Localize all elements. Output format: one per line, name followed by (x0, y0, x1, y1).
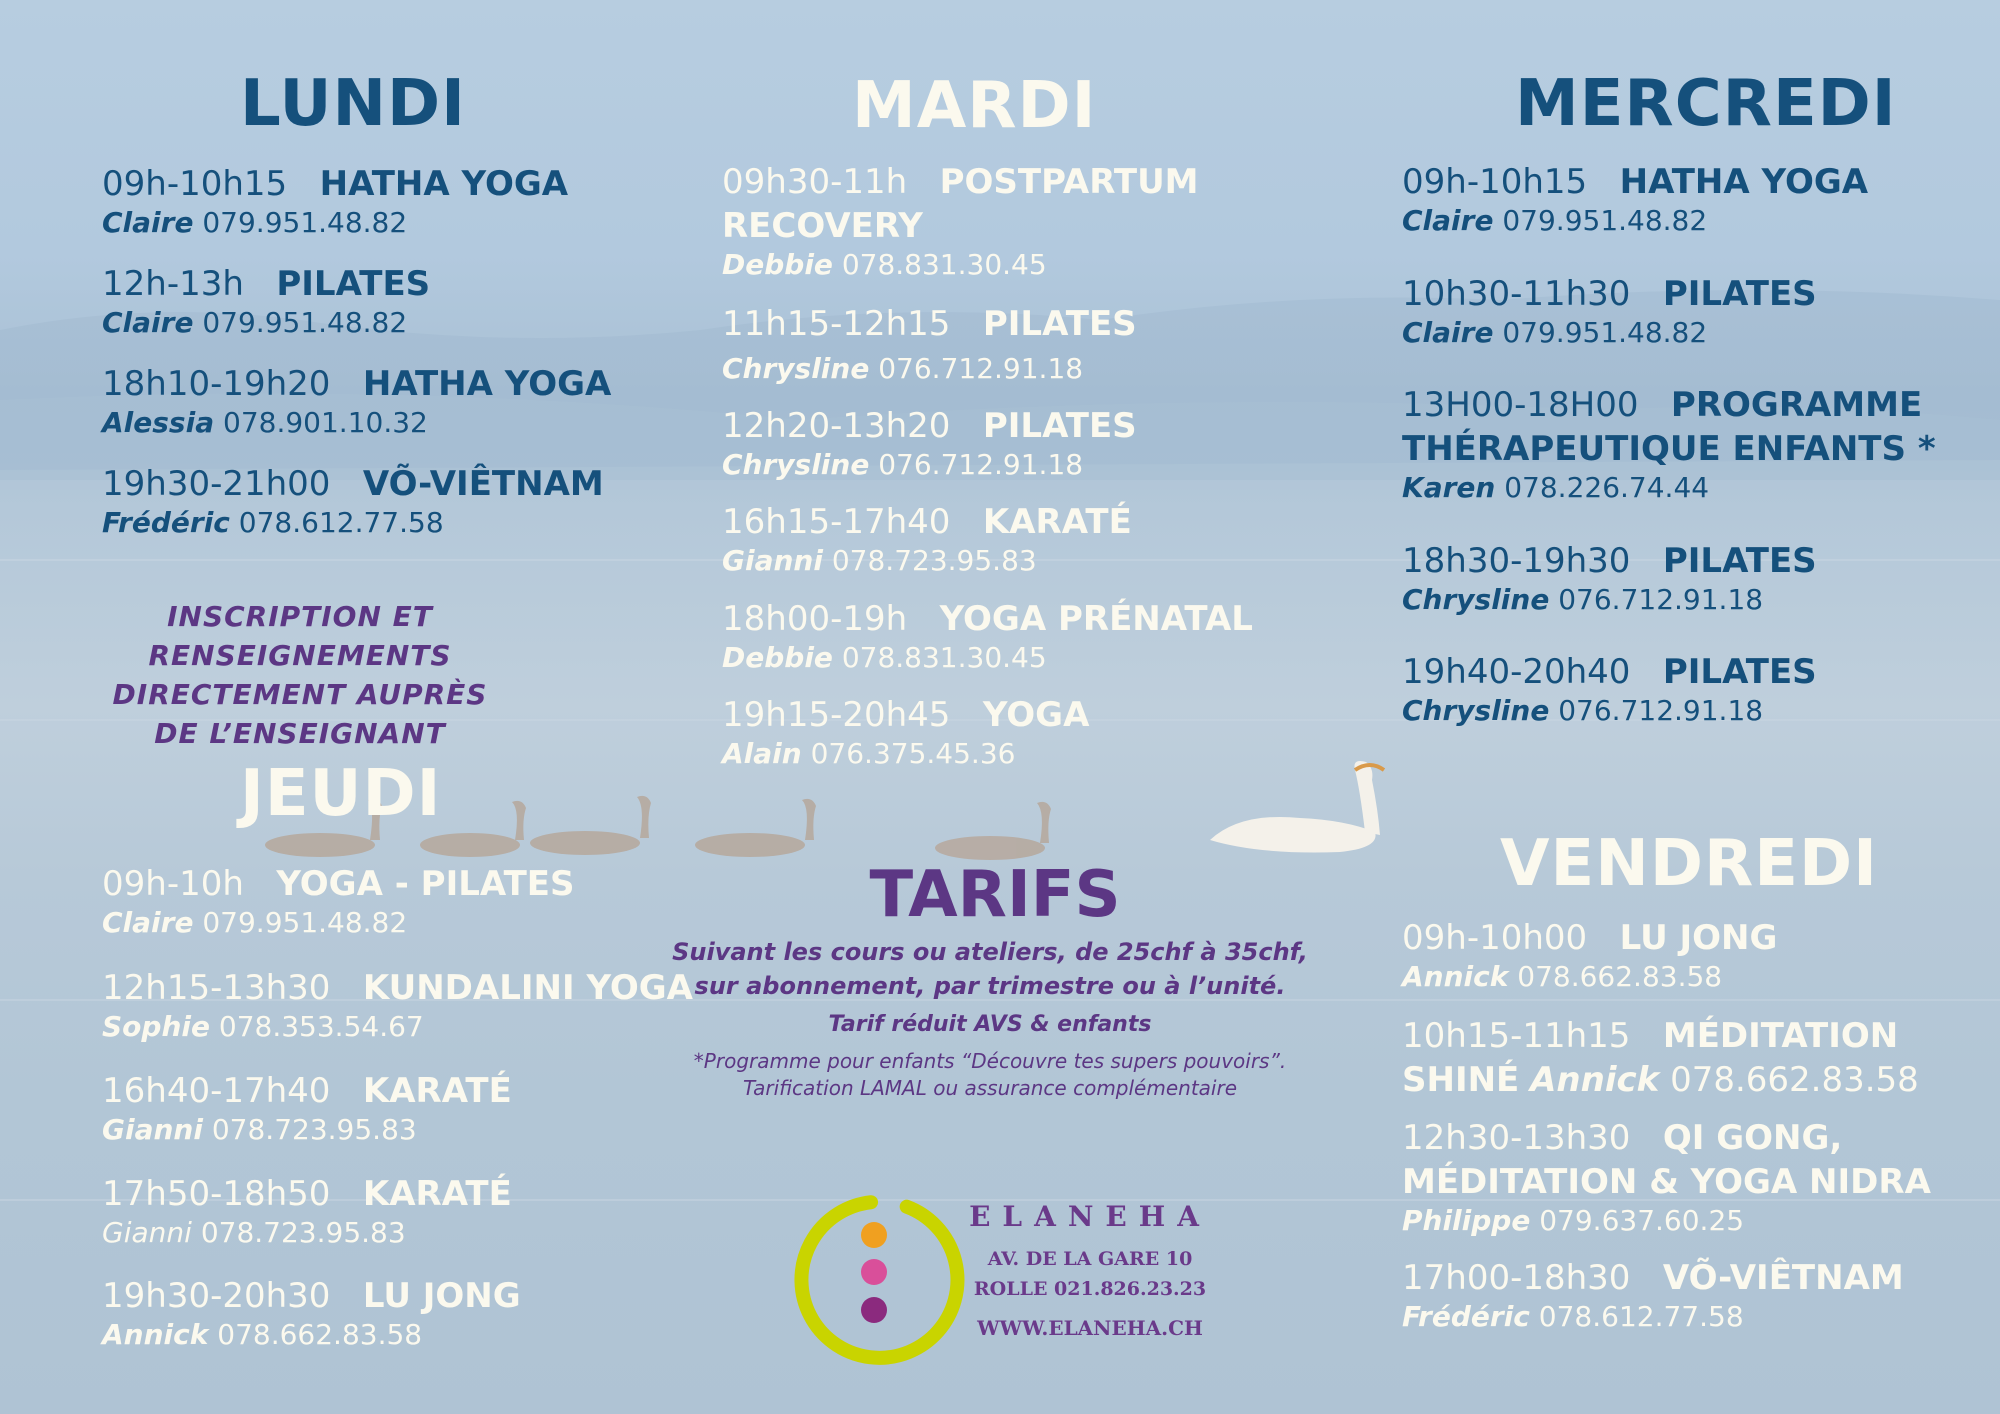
teacher-name: Annick (1530, 1060, 1660, 1100)
day-title-jeudi: JEUDI (240, 757, 442, 831)
brand-website[interactable]: WWW.ELANEHA.CH (977, 1316, 1203, 1340)
session-time: 12h-13h (102, 264, 244, 304)
session-vendredi-3 (1402, 1116, 1931, 1238)
brand-address: AV. DE LA GARE 10 (987, 1248, 1193, 1270)
session-class: PILATES (982, 304, 1137, 344)
teacher-name: Frédéric (1402, 1300, 1530, 1333)
session-time: 12h15-13h30 (102, 968, 331, 1008)
session-class: LU JONG (1619, 918, 1778, 958)
session-lundi-4 (102, 462, 604, 540)
teacher-name: Frédéric (102, 506, 230, 539)
teacher-name: Annick (102, 1318, 209, 1351)
session-class: PILATES (1662, 274, 1817, 314)
teacher-name: Debbie (722, 641, 833, 674)
session-time: 18h10-19h20 (102, 364, 331, 404)
session-class: PROGRAMME (1670, 385, 1923, 425)
session-time: 09h-10h15 (1402, 162, 1588, 202)
white-swan (1210, 761, 1384, 853)
session-class: PILATES (1662, 652, 1817, 692)
session-class: HATHA YOGA (362, 364, 612, 404)
teacher-name: Alessia (102, 406, 215, 439)
teacher-phone: 076.712.91.18 (878, 448, 1084, 481)
tarifs-line: Suivant les cours ou ateliers, de 25chf à 35chf, (672, 938, 1308, 966)
teacher-name: Gianni (102, 1216, 192, 1249)
session-class: YOGA (982, 695, 1090, 735)
teacher-name: Claire (102, 206, 194, 239)
session-vendredi-4 (1402, 1256, 1904, 1334)
session-class-line2: THÉRAPEUTIQUE ENFANTS * (1402, 429, 1936, 469)
session-time: 19h15-20h45 (722, 695, 951, 735)
teacher-name: Chrysline (722, 448, 870, 481)
day-title-mardi: MARDI (852, 69, 1097, 143)
session-class: YOGA PRÉNATAL (939, 599, 1253, 639)
session-time: 11h15-12h15 (722, 304, 951, 344)
session-jeudi-4 (102, 1172, 512, 1250)
teacher-name: Claire (102, 306, 194, 339)
tarifs-description (660, 935, 1320, 1003)
session-class: KARATÉ (362, 1071, 512, 1111)
session-class: PILATES (276, 264, 431, 304)
elaneha-logo (790, 1190, 970, 1370)
session-time: 09h-10h (102, 864, 244, 904)
teacher-name: Chrysline (1402, 583, 1550, 616)
session-mercredi-5 (1402, 650, 1817, 728)
session-time: 16h40-17h40 (102, 1071, 331, 1111)
session-mercredi-3 (1402, 383, 1936, 505)
tarifs-note (660, 1048, 1320, 1102)
info-line: DE L’ENSEIGNANT (154, 717, 446, 750)
teacher-phone: 079.951.48.82 (202, 906, 408, 939)
teacher-phone: 076.712.91.18 (878, 352, 1084, 385)
session-lundi-3 (102, 362, 611, 440)
session-class: KARATÉ (982, 502, 1132, 542)
brand-name: ELANEHA (969, 1200, 1211, 1233)
teacher-name: Karen (1402, 471, 1496, 504)
session-lundi-1 (102, 162, 568, 240)
teacher-phone: 078.226.74.44 (1504, 471, 1710, 504)
tarifs-note-line: Tarification LAMAL ou assurance complémentaire (742, 1076, 1238, 1100)
session-class: KARATÉ (362, 1174, 512, 1214)
info-line: INSCRIPTION ET (167, 600, 433, 633)
teacher-phone: 078.831.30.45 (841, 641, 1047, 674)
session-class: YOGA - PILATES (276, 864, 575, 904)
tarifs-line: sur abonnement, par trimestre ou à l’unité. (694, 972, 1286, 1000)
teacher-name: Claire (1402, 316, 1494, 349)
session-jeudi-5 (102, 1274, 521, 1352)
session-mardi-4 (722, 500, 1132, 578)
session-time: 10h30-11h30 (1402, 274, 1631, 314)
session-class-line2: SHINÉ (1402, 1060, 1520, 1100)
session-time: 13H00-18H00 (1402, 385, 1639, 425)
tarifs-note-line: *Programme pour enfants “Découvre tes supers pouvoirs”. (693, 1049, 1287, 1073)
teacher-phone: 078.723.95.83 (200, 1216, 406, 1249)
teacher-phone: 079.951.48.82 (1502, 204, 1708, 237)
session-time: 19h40-20h40 (1402, 652, 1631, 692)
session-class-line2: MÉDITATION & YOGA NIDRA (1402, 1162, 1931, 1202)
teacher-phone: 078.723.95.83 (831, 544, 1037, 577)
session-class: HATHA YOGA (1619, 162, 1869, 202)
teacher-name: Claire (102, 906, 194, 939)
session-mardi-2 (722, 302, 1137, 386)
tarifs-reduced: Tarif réduit AVS & enfants (828, 1012, 1152, 1037)
session-class: POSTPARTUM (939, 162, 1199, 202)
brand-city-phone: ROLLE 021.826.23.23 (973, 1278, 1207, 1300)
registration-info (80, 597, 520, 753)
session-time: 18h00-19h (722, 599, 908, 639)
teacher-phone: 076.712.91.18 (1558, 583, 1764, 616)
session-time: 19h30-20h30 (102, 1276, 331, 1316)
session-class: VÕ-VIÊTNAM (362, 464, 604, 504)
session-mardi-6 (722, 693, 1089, 771)
day-title-lundi: LUNDI (240, 67, 466, 141)
tarifs-title: TARIFS (869, 858, 1121, 932)
teacher-phone: 078.612.77.58 (1538, 1300, 1744, 1333)
teacher-phone: 078.662.83.58 (1670, 1060, 1919, 1100)
teacher-name: Alain (722, 737, 802, 770)
session-class: LU JONG (362, 1276, 521, 1316)
session-jeudi-2 (102, 966, 693, 1044)
info-line: RENSEIGNEMENTS (148, 639, 452, 672)
session-time: 18h30-19h30 (1402, 541, 1631, 581)
teacher-name: Gianni (722, 544, 823, 577)
day-title-mercredi: MERCREDI (1515, 67, 1897, 141)
session-jeudi-1 (102, 862, 574, 940)
teacher-name: Sophie (102, 1010, 210, 1043)
session-jeudi-3 (102, 1069, 512, 1147)
session-vendredi-2 (1402, 1014, 1919, 1102)
session-time: 09h-10h00 (1402, 918, 1588, 958)
session-time: 17h00-18h30 (1402, 1258, 1631, 1298)
session-class: MÉDITATION (1662, 1016, 1899, 1056)
teacher-phone: 076.375.45.36 (810, 737, 1016, 770)
session-time: 09h30-11h (722, 162, 908, 202)
teacher-name: Chrysline (722, 352, 870, 385)
session-time: 12h20-13h20 (722, 406, 951, 446)
teacher-phone: 079.951.48.82 (1502, 316, 1708, 349)
teacher-name: Annick (1402, 960, 1509, 993)
teacher-phone: 078.662.83.58 (217, 1318, 423, 1351)
teacher-name: Philippe (1402, 1204, 1531, 1237)
teacher-phone: 079.951.48.82 (202, 206, 408, 239)
session-class: PILATES (1662, 541, 1817, 581)
session-class: KUNDALINI YOGA (362, 968, 693, 1008)
teacher-name: Claire (1402, 204, 1494, 237)
session-mardi-5 (722, 597, 1253, 675)
teacher-name: Gianni (102, 1113, 203, 1146)
session-mercredi-2 (1402, 272, 1817, 350)
session-mercredi-1 (1402, 160, 1868, 238)
session-time: 19h30-21h00 (102, 464, 331, 504)
session-time: 09h-10h15 (102, 164, 288, 204)
session-vendredi-1 (1402, 916, 1777, 994)
session-class: HATHA YOGA (319, 164, 569, 204)
session-lundi-2 (102, 262, 430, 340)
session-mardi-1 (722, 160, 1199, 282)
session-time: 12h30-13h30 (1402, 1118, 1631, 1158)
teacher-phone: 079.637.60.25 (1539, 1204, 1745, 1237)
session-time: 16h15-17h40 (722, 502, 951, 542)
session-time: 17h50-18h50 (102, 1174, 331, 1214)
teacher-phone: 078.831.30.45 (841, 248, 1047, 281)
session-class: PILATES (982, 406, 1137, 446)
teacher-phone: 079.951.48.82 (202, 306, 408, 339)
session-class: QI GONG, (1662, 1118, 1843, 1158)
session-mardi-3 (722, 404, 1137, 482)
info-line: DIRECTEMENT AUPRÈS (112, 678, 488, 711)
teacher-phone: 078.662.83.58 (1517, 960, 1723, 993)
session-time: 10h15-11h15 (1402, 1016, 1631, 1056)
teacher-phone: 078.723.95.83 (211, 1113, 417, 1146)
session-class-line2: RECOVERY (722, 206, 923, 246)
day-title-vendredi: VENDREDI (1500, 827, 1878, 901)
session-mercredi-4 (1402, 539, 1817, 617)
teacher-phone: 078.901.10.32 (223, 406, 428, 439)
teacher-phone: 078.353.54.67 (218, 1010, 424, 1043)
teacher-phone: 078.612.77.58 (238, 506, 444, 539)
session-class: VÕ-VIÊTNAM (1662, 1258, 1904, 1298)
teacher-name: Debbie (722, 248, 833, 281)
teacher-name: Chrysline (1402, 694, 1550, 727)
teacher-phone: 076.712.91.18 (1558, 694, 1764, 727)
